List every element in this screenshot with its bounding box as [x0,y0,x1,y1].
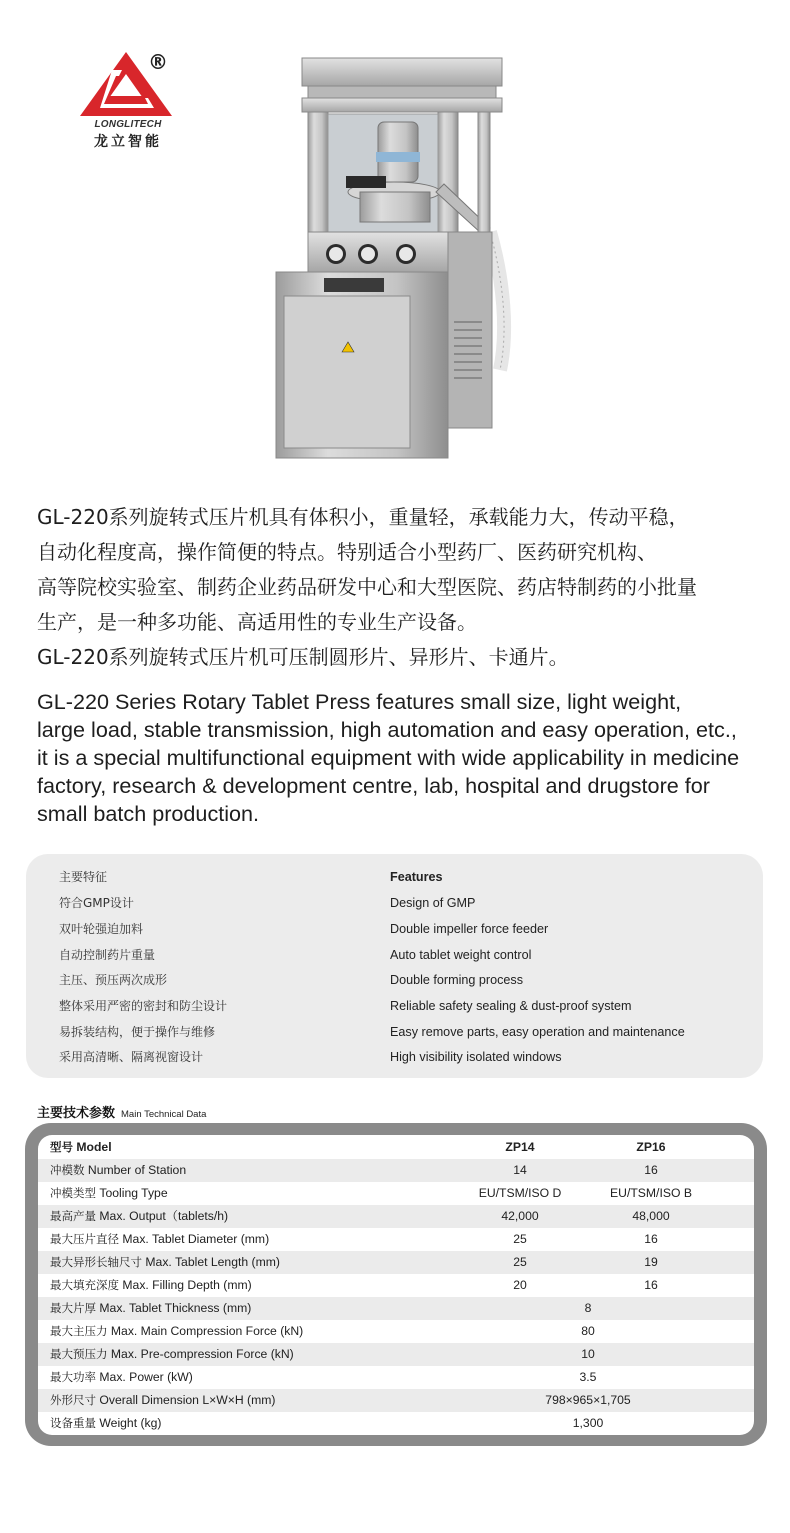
tablet-press-machine-image [268,52,520,464]
feature-en: Design of GMP [390,896,476,910]
feature-item [26,1019,763,1045]
feature-item [26,1044,763,1070]
row-label-cn: 最大填充深度 [50,1278,119,1292]
feature-cn: 整体采用严密的密封和防尘设计 [59,999,228,1013]
cell-shared: 80 [581,1324,595,1338]
intro-cn-line: 自动化程度高，操作简便的特点。特别适合小型药厂、医药研究机构、 [37,540,657,564]
row-label [50,1343,294,1366]
header-label-cn: 型号 [50,1140,73,1154]
row-label-cn: 设备重量 [50,1416,96,1430]
table-row [38,1274,754,1297]
features-header-en: Features [390,870,443,884]
row-label-en: Number of Station [87,1163,187,1177]
intro-english [37,688,749,828]
row-label-en: Max. Tablet Length (mm) [145,1255,280,1269]
cell-zp16: 16 [644,1163,658,1177]
intro-en-line: large load, stable transmission, high automation and easy operation, etc., [37,717,737,742]
row-label-en: Tooling Type [99,1186,168,1200]
feature-item [26,942,763,968]
row-label [50,1412,161,1435]
intro-en-line: small batch production. [37,801,260,826]
header-col-zp14: ZP14 [505,1140,535,1154]
tech-title-cn: 主要技术参数 [37,1106,116,1121]
cell-zp16: 48,000 [632,1209,670,1223]
feature-cn: 自动控制药片重量 [59,948,156,962]
feature-en: Reliable safety sealing & dust-proof system [390,999,632,1013]
intro-cn-line: 高等院校实验室、制药企业药品研发中心和大型医院、药店特制药的小批量 [37,575,697,599]
brand-name-cn: 龙立智能 [94,134,162,150]
header-col-zp16: ZP16 [636,1140,666,1154]
table-row [38,1320,754,1343]
tech-data-title [37,1102,206,1122]
row-label-cn: 冲模数 [50,1163,85,1177]
row-label-cn: 外形尺寸 [50,1393,96,1407]
tech-title-en: Main Technical Data [121,1109,207,1120]
table-row [38,1297,754,1320]
row-label-en: Max. Output（tablets/h) [99,1209,229,1223]
row-label-en: Max. Tablet Thickness (mm) [99,1301,252,1315]
row-label [50,1251,280,1274]
registered-mark: ® [148,50,168,74]
intro-cn-line: GL-220系列旋转式压片机可压制圆形片、异形片、卡通片。 [37,645,569,669]
table-row [38,1205,754,1228]
intro-en-line: GL-220 Series Rotary Tablet Press features small size, light weight, [37,689,682,714]
row-label-cn: 最高产量 [50,1209,96,1223]
tech-table [38,1135,754,1435]
table-row [38,1251,754,1274]
row-label-cn: 最大压片直径 [50,1232,119,1246]
cell-zp16: EU/TSM/ISO B [610,1186,692,1200]
row-label [50,1366,193,1389]
row-label-en: Overall Dimension L×W×H (mm) [99,1393,276,1407]
cell-zp16: 19 [644,1255,658,1269]
cell-zp14: EU/TSM/ISO D [478,1186,562,1200]
feature-en: Double impeller force feeder [390,922,549,936]
feature-en: Auto tablet weight control [390,948,532,962]
row-label [50,1389,275,1412]
table-row [38,1182,754,1205]
feature-item [26,993,763,1019]
cell-zp16: 16 [644,1278,658,1292]
cell-zp14: 14 [513,1163,527,1177]
cell-shared: 798×965×1,705 [545,1393,631,1407]
table-row [38,1343,754,1366]
cell-zp14: 25 [513,1232,527,1246]
features-panel [26,854,763,1078]
row-label-en: Max. Filling Depth (mm) [122,1278,252,1292]
cell-shared: 3.5 [579,1370,597,1384]
feature-cn: 采用高清晰、隔离视窗设计 [59,1050,204,1064]
row-label-en: Max. Power (kW) [99,1370,193,1384]
row-label [50,1320,303,1343]
row-label-cn: 最大功率 [50,1370,96,1384]
feature-en: Double forming process [390,973,523,987]
feature-cn: 主压、预压两次成形 [59,973,168,987]
company-logo [78,48,178,148]
feature-item [26,890,763,916]
row-label [50,1297,251,1320]
feature-item [26,967,763,993]
feature-cn: 双叶轮强迫加料 [59,922,144,936]
cell-zp16: 16 [644,1232,658,1246]
feature-item [26,916,763,942]
intro-en-line: it is a special multifunctional equipment with wide applicability in medicine [37,745,740,770]
intro-chinese [37,500,757,675]
tech-table-header [38,1136,754,1159]
row-label [50,1228,269,1251]
table-row [38,1412,754,1435]
row-label-en: Max. Pre-compression Force (kN) [110,1347,294,1361]
cell-shared: 1,300 [572,1416,604,1430]
row-label-en: Weight (kg) [99,1416,162,1430]
table-row [38,1389,754,1412]
feature-en: High visibility isolated windows [390,1050,562,1064]
row-label-cn: 冲模类型 [50,1186,96,1200]
table-row [38,1159,754,1182]
cell-zp14: 20 [513,1278,527,1292]
row-label-cn: 最大异形长轴尺寸 [50,1255,142,1269]
row-label-cn: 最大主压力 [50,1324,108,1338]
row-label-en: Max. Tablet Diameter (mm) [122,1232,270,1246]
cell-zp14: 42,000 [501,1209,539,1223]
features-header [26,864,763,890]
intro-en-line: factory, research & development centre, lab, hospital and drugstore for [37,773,710,798]
feature-cn: 符合GMP设计 [59,896,134,910]
feature-cn: 易拆装结构，便于操作与维修 [59,1025,216,1039]
table-row [38,1228,754,1251]
cell-zp14: 25 [513,1255,527,1269]
row-label-en: Max. Main Compression Force (kN) [110,1324,304,1338]
table-row [38,1366,754,1389]
row-label [50,1205,228,1228]
row-label [50,1159,186,1182]
row-label [50,1182,168,1205]
intro-cn-line: 生产，是一种多功能、高适用性的专业生产设备。 [37,610,477,634]
header-label [50,1136,112,1159]
row-label [50,1274,252,1297]
cell-shared: 10 [581,1347,595,1361]
row-label-cn: 最大预压力 [50,1347,108,1361]
features-header-cn: 主要特征 [59,870,108,884]
header-label-en: Model [76,1140,112,1154]
cell-shared: 8 [584,1301,592,1315]
feature-en: Easy remove parts, easy operation and maintenance [390,1025,685,1039]
intro-cn-line: GL-220系列旋转式压片机具有体积小，重量轻，承载能力大，传动平稳， [37,505,689,529]
row-label-cn: 最大片厚 [50,1301,96,1315]
brand-name-en: LONGLITECH [94,119,162,130]
